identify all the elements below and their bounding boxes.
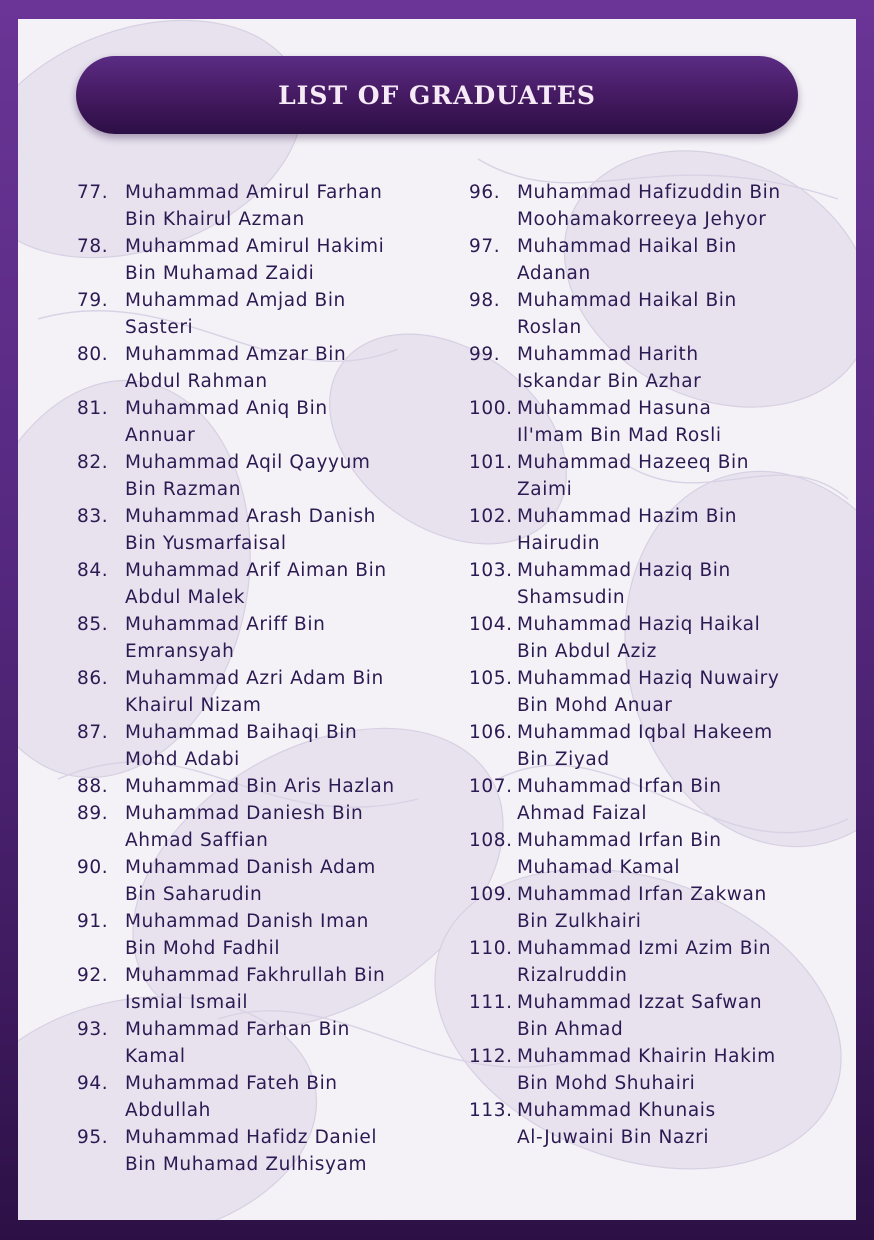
list-item [469, 1097, 849, 1151]
graduate-name: Muhammad Haziq Haikal Bin Abdul Aziz [517, 614, 761, 662]
item-number: 103. [469, 560, 513, 581]
graduate-name: Muhammad Bin Aris Hazlan [125, 776, 395, 797]
item-number: 89. [77, 803, 109, 824]
item-number: 86. [77, 668, 109, 689]
title-banner [76, 56, 798, 134]
graduate-name: Muhammad Haikal Bin Roslan [517, 290, 737, 338]
list-item [77, 1124, 417, 1178]
graduate-name: Muhammad Hafidz Daniel Bin Muhamad Zulhisyam [125, 1127, 378, 1175]
list-item [77, 962, 417, 1016]
item-number: 78. [77, 236, 109, 257]
item-number: 85. [77, 614, 109, 635]
list-item [469, 395, 849, 449]
graduate-name: Muhammad Irfan Zakwan Bin Zulkhairi [517, 884, 767, 932]
graduate-name: Muhammad Harith Iskandar Bin Azhar [517, 344, 702, 392]
graduate-name: Muhammad Aqil Qayyum Bin Razman [125, 452, 371, 500]
graduate-name: Muhammad Aniq Bin Annuar [125, 398, 328, 446]
graduate-name: Muhammad Amirul Hakimi Bin Muhamad Zaidi [125, 236, 385, 284]
graduate-name: Muhammad Daniesh Bin Ahmad Saffian [125, 803, 364, 851]
graduate-name: Muhammad Arif Aiman Bin Abdul Malek [125, 560, 387, 608]
list-item [469, 935, 849, 989]
list-item [77, 800, 417, 854]
graduate-name: Muhammad Azri Adam Bin Khairul Nizam [125, 668, 384, 716]
item-number: 79. [77, 290, 109, 311]
content-panel [18, 19, 856, 1220]
graduate-name: Muhammad Danish Iman Bin Mohd Fadhil [125, 911, 369, 959]
item-number: 81. [77, 398, 109, 419]
list-item [77, 908, 417, 962]
graduate-name: Muhammad Hafizuddin Bin Moohamakorreeya Jehyor [517, 182, 781, 230]
item-number: 94. [77, 1073, 109, 1094]
item-number: 83. [77, 506, 109, 527]
list-item [469, 179, 849, 233]
list-item [469, 503, 849, 557]
item-number: 113. [469, 1100, 513, 1121]
item-number: 84. [77, 560, 109, 581]
graduate-name: Muhammad Izzat Safwan Bin Ahmad [517, 992, 763, 1040]
list-item [469, 989, 849, 1043]
graduate-name: Muhammad Fakhrullah Bin Ismial Ismail [125, 965, 386, 1013]
item-number: 88. [77, 776, 109, 797]
graduate-name: Muhammad Arash Danish Bin Yusmarfaisal [125, 506, 377, 554]
list-item [77, 395, 417, 449]
item-number: 111. [469, 992, 513, 1013]
graduate-name: Muhammad Irfan Bin Muhamad Kamal [517, 830, 722, 878]
list-item [469, 719, 849, 773]
graduates-list-right [469, 179, 849, 1151]
list-item [77, 179, 417, 233]
graduate-name: Muhammad Khunais Al-Juwaini Bin Nazri [517, 1100, 716, 1148]
graduate-name: Muhammad Hasuna Il'mam Bin Mad Rosli [517, 398, 722, 446]
item-number: 80. [77, 344, 109, 365]
graduate-name: Muhammad Baihaqi Bin Mohd Adabi [125, 722, 358, 770]
list-item [77, 854, 417, 908]
list-item [469, 611, 849, 665]
item-number: 95. [77, 1127, 109, 1148]
graduate-name: Muhammad Haziq Nuwairy Bin Mohd Anuar [517, 668, 780, 716]
list-item [469, 773, 849, 827]
list-item [77, 449, 417, 503]
item-number: 101. [469, 452, 513, 473]
graduate-name: Muhammad Fateh Bin Abdullah [125, 1073, 338, 1121]
item-number: 90. [77, 857, 109, 878]
item-number: 93. [77, 1019, 109, 1040]
list-item [469, 341, 849, 395]
list-item [77, 341, 417, 395]
item-number: 87. [77, 722, 109, 743]
item-number: 102. [469, 506, 513, 527]
item-number: 104. [469, 614, 513, 635]
list-item [77, 1070, 417, 1124]
item-number: 100. [469, 398, 513, 419]
graduate-name: Muhammad Haziq Bin Shamsudin [517, 560, 731, 608]
graduate-name: Muhammad Amirul Farhan Bin Khairul Azman [125, 182, 383, 230]
graduate-name: Muhammad Ariff Bin Emransyah [125, 614, 326, 662]
list-item [469, 449, 849, 503]
item-number: 109. [469, 884, 513, 905]
list-item [469, 233, 849, 287]
graduate-name: Muhammad Khairin Hakim Bin Mohd Shuhairi [517, 1046, 776, 1094]
list-item [77, 233, 417, 287]
graduate-name: Muhammad Irfan Bin Ahmad Faizal [517, 776, 722, 824]
graduate-name: Muhammad Haikal Bin Adanan [517, 236, 737, 284]
graduate-name: Muhammad Hazeeq Bin Zaimi [517, 452, 750, 500]
item-number: 110. [469, 938, 513, 959]
list-item [77, 1016, 417, 1070]
graduate-name: Muhammad Farhan Bin Kamal [125, 1019, 350, 1067]
graduate-name: Muhammad Danish Adam Bin Saharudin [125, 857, 376, 905]
page-title: LIST OF GRADUATES [278, 80, 596, 110]
graduate-name: Muhammad Hazim Bin Hairudin [517, 506, 738, 554]
list-item [77, 719, 417, 773]
item-number: 105. [469, 668, 513, 689]
item-number: 92. [77, 965, 109, 986]
list-item [77, 557, 417, 611]
list-item [469, 287, 849, 341]
item-number: 107. [469, 776, 513, 797]
item-number: 97. [469, 236, 501, 257]
item-number: 96. [469, 182, 501, 203]
list-item [77, 665, 417, 719]
item-number: 106. [469, 722, 513, 743]
item-number: 99. [469, 344, 501, 365]
graduate-name: Muhammad Iqbal Hakeem Bin Ziyad [517, 722, 773, 770]
graduate-name: Muhammad Amzar Bin Abdul Rahman [125, 344, 347, 392]
list-item [469, 557, 849, 611]
item-number: 112. [469, 1046, 513, 1067]
item-number: 77. [77, 182, 109, 203]
graduate-name: Muhammad Izmi Azim Bin Rizalruddin [517, 938, 772, 986]
list-item [77, 773, 417, 800]
list-item [77, 611, 417, 665]
graduate-name: Muhammad Amjad Bin Sasteri [125, 290, 346, 338]
item-number: 108. [469, 830, 513, 851]
item-number: 91. [77, 911, 109, 932]
item-number: 82. [77, 452, 109, 473]
item-number: 98. [469, 290, 501, 311]
graduates-list-left [77, 179, 417, 1178]
list-item [77, 287, 417, 341]
list-item [469, 665, 849, 719]
list-item [469, 881, 849, 935]
list-item [469, 827, 849, 881]
list-item [469, 1043, 849, 1097]
list-item [77, 503, 417, 557]
